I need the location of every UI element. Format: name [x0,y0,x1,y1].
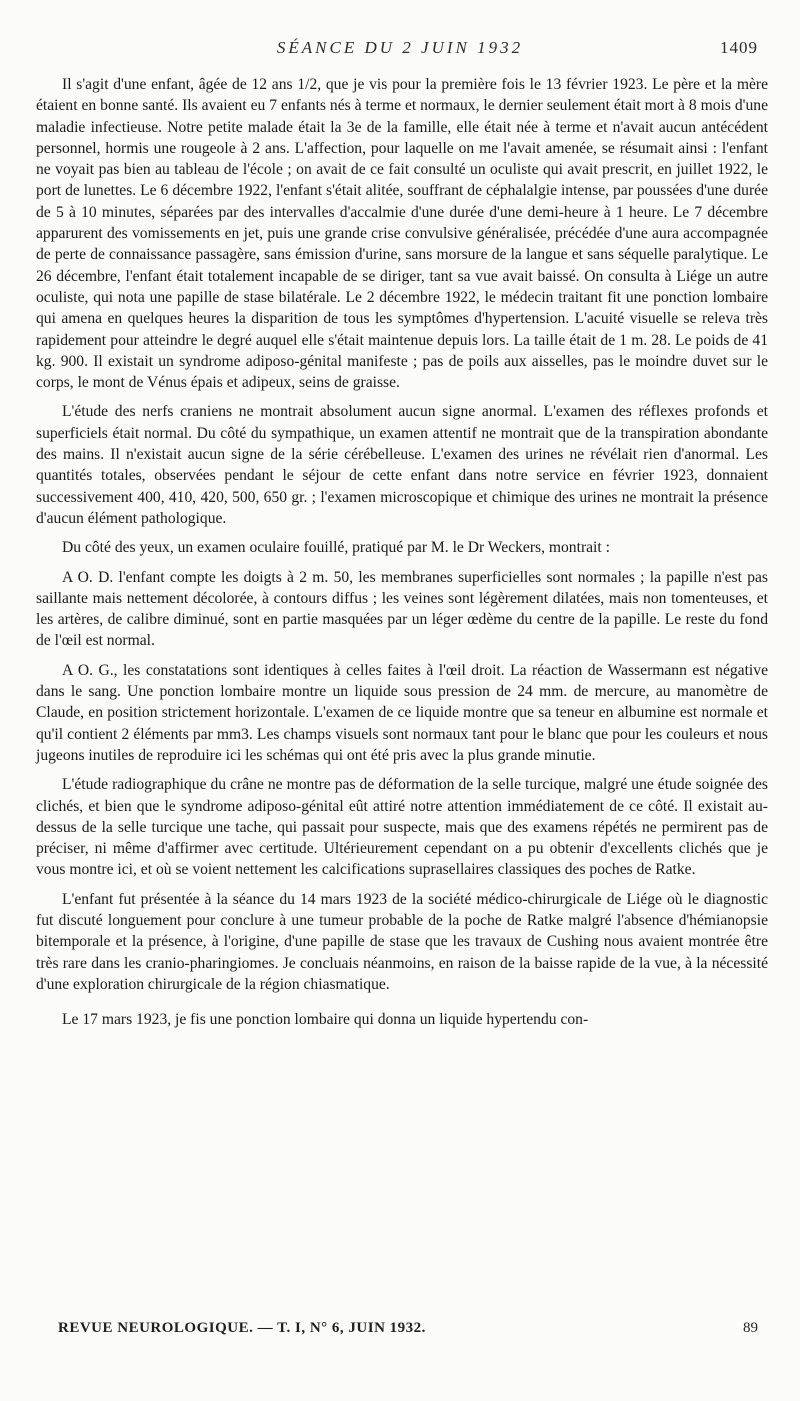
journal-citation: REVUE NEUROLOGIQUE. — T. I, N° 6, JUIN 1932. [58,1320,426,1336]
paragraph-neurological-exam: L'étude des nerfs craniens ne montrait absolument aucun signe anormal. L'examen des réflexes profonds et superficiels était normal. Du côté du sympathique, un examen attentif ne montrait que de la transpiration abondante des mains. Il n'existait aucun signe de la série cérébelleuse. L'examen des urines ne révélait rien d'anormal. Les quantités totales, observées pendant le séjour de cette enfant dans notre service en février 1923, donnaient successivement 400, 410, 420, 500, 650 gr. ; l'examen microscopique et chimique des urines ne montrait la présence d'aucun élément pathologique. [36,403,768,527]
paragraph-left-eye: A O. G., les constatations sont identiques à celles faites à l'œil droit. La réaction de Wassermann est négative dans le sang. Une ponction lombaire montre un liquide sous pression de 24 mm. de mercure, au manomètre de Claude, en position strictement horizontale. L'examen de ce liquide montre que sa teneur en albumine est normale et qu'il contient 2 éléments par mm3. Les champs visuels sont normaux tant pour le blanc que pour les couleurs et nous jugeons inutiles de reproduire ici les schémas qui ont été pris avec la plus grande minutie. [36,661,768,764]
body-text [36,74,768,1030]
paragraph-presentation: L'enfant fut présentée à la séance du 14 mars 1923 de la société médico-chirurgicale de Liége où le diagnostic fut discuté longuement pour conclure à une tumeur probable de la poche de Ratke malgré l'absence d'hémianopsie bitemporale et la présence, à l'origine, d'une papille de stase que les travaux de Cushing nous avaient montrée être très rare dans les cranio-pharingiomes. Je concluais néanmoins, en raison de la baisse rapide de la vue, à la nécessité d'une exploration chirurgicale de la région chiasmatique. [36,890,768,993]
paragraph-lumbar-puncture: Le 17 mars 1923, je fis une ponction lombaire qui donna un liquide hypertendu con- [62,1011,589,1029]
paragraph-radiography: L'étude radiographique du crâne ne montre pas de déformation de la selle turcique, malgré une étude soignée des clichés, et bien que le syndrome adiposo-génital eût attiré notre attention immédiatement de ce côté. Il existait au-dessus de la selle turcique une tache, qui passait pour suspecte, mais que des examens répétés ne permirent pas de préciser, ni même d'affirmer avec certitude. Ultérieurement cependant on a pu obtenir d'excellents clichés que je vous montre ici, et où se voient nettement les calcifications suprasellaires classiques des poches de Ratke. [36,776,768,879]
paragraph-eye-exam-intro: Du côté des yeux, un examen oculaire fouillé, pratiqué par M. le Dr Weckers, montrait : [62,539,610,557]
paragraph-right-eye: A O. D. l'enfant compte les doigts à 2 m. 50, les membranes superficielles sont normales ; la papille n'est pas saillante mais nettement décolorée, à contours diffus ; les veines sont légèrement dilatées, mais non tomenteuses, et les artères, de calibre diminué, sont en partie masquées par un léger œdème du centre de la papille. Le reste du fond de l'œil est normal. [36,568,768,650]
running-head [0,38,800,62]
signature-mark: 89 [743,1320,758,1336]
page-footer [58,1320,758,1342]
paragraph-case-history: Il s'agit d'une enfant, âgée de 12 ans 1/2, que je vis pour la première fois le 13 février 1923. Le père et la mère étaient en bonne santé. Ils avaient eu 7 enfants nés à terme et normaux, le dernier seulement était mort à 8 mois d'une maladie infectieuse. Notre petite malade était la 3e de la famille, elle était née à terme et n'avait aucun antécédent personnel, hormis une rougeole à 2 ans. L'affection, pour laquelle on me l'avait amenée, se résumait ainsi : l'enfant ne voyait pas bien au tableau de l'école ; on avait de ce fait consulté un oculiste qui avait prescrit, en juillet 1922, le port de lunettes. Le 6 décembre 1922, l'enfant s'était alitée, souffrant de céphalalgie intense, par poussées d'une durée de 5 à 10 minutes, séparées par des intervalles d'accalmie d'une durée d'une demi-heure à 1 heure. Le 7 décembre apparurent des vomissements en jet, puis une grande crise convulsive généralisée, précédée d'une aura accompagnée de perte de connaissance passagère, sans émission d'urine, sans morsure de la langue et sans séquelle paralytique. Le 26 décembre, l'enfant était totalement incapable de se diriger, tant sa vue avait baissé. On consulta à Liége un autre oculiste, qui nota une papille de stase bilatérale. Le 2 décembre 1922, le médecin traitant fit une ponction lombaire qui amena en quelques heures la disparition de tous les symptômes d'hypertension. L'acuité visuelle se releva très rapidement pour atteindre le degré auquel elle s'était maintenue depuis lors. La taille était de 1 m. 28. Le poids de 41 kg. 900. Il existait un syndrome adiposo-génital manifeste ; pas de poils aux aisselles, pas le moindre duvet sur le corps, le mont de Vénus épais et adipeux, seins de graisse. [36,76,768,392]
running-title: SÉANCE DU 2 JUIN 1932 [276,38,524,57]
page-number: 1409 [720,38,758,57]
